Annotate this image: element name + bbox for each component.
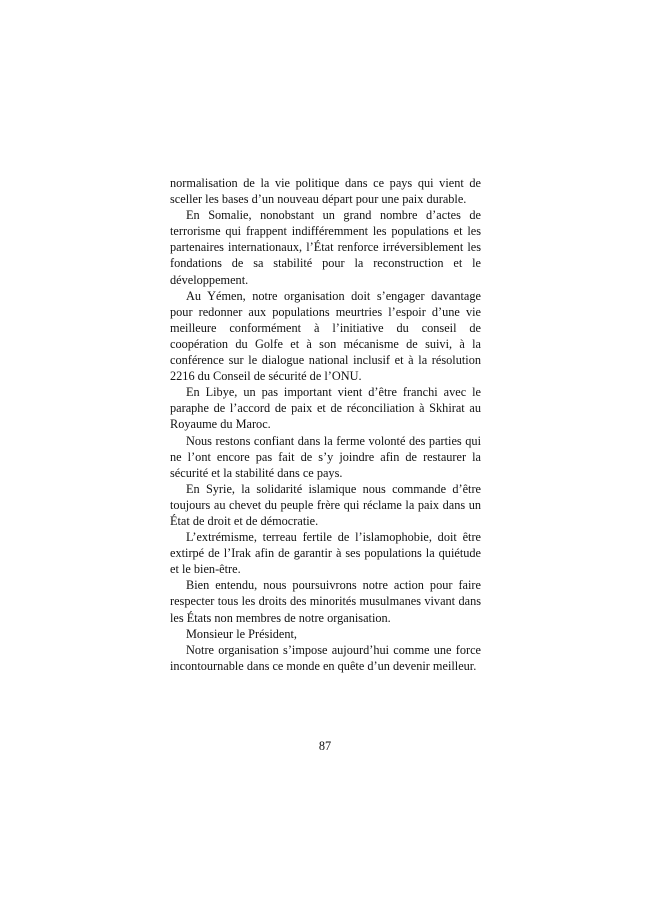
- body-text: [170, 175, 481, 674]
- paragraph-minorities: Bien entendu, nous poursuivrons notre action pour faire respecter tous les droits des minorités musulmanes vivant dans les États non membres de notre organisation.: [170, 578, 481, 625]
- paragraph-yemen: Au Yémen, notre organisation doit s’engager davantage pour redonner aux populations meurtries l’espoir d’une vie meilleure conformément à l’initiative du conseil de coopération du Golfe et à son mécanisme de suivi, à la conférence sur le dialogue national inclusif et à la résolution 2216 du Conseil de sécurité de l’ONU.: [170, 288, 481, 384]
- paragraph-somalia: En Somalie, nonobstant un grand nombre d’actes de terrorisme qui frappent indifféremment les populations et les partenaires internationaux, l’État renforce irréversiblement les fondations de sa stabilité pour la reconstruction et le développement.: [170, 208, 481, 287]
- paragraph-continuation: normalisation de la vie politique dans ce pays qui vient de sceller les bases d’un nouveau départ pour une paix durable.: [170, 176, 481, 207]
- paragraph-extremism: L’extrémisme, terreau fertile de l’islamophobie, doit être extirpé de l’Irak afin de garantir à ses populations la quiétude et le bien-être.: [170, 530, 481, 577]
- paragraph-salutation: Monsieur le Président,: [186, 626, 297, 641]
- paragraph-conclusion: Notre organisation s’impose aujourd’hui comme une force incontournable dans ce monde en quête d’un devenir meilleur.: [170, 642, 481, 673]
- paragraph-confidence: Nous restons confiant dans la ferme volonté des parties qui ne l’ont encore pas fait de s’y joindre afin de restaurer la sécurité et la stabilité dans ce pays.: [170, 433, 481, 480]
- page-number: 87: [318, 739, 332, 753]
- paragraph-libya: En Libye, un pas important vient d’être franchi avec le paraphe de l’accord de paix et de réconciliation à Skhirat au Royaume du Maroc.: [170, 385, 481, 432]
- paragraph-syria: En Syrie, la solidarité islamique nous commande d’être toujours au chevet du peuple frère qui réclame la paix dans un État de droit et de démocratie.: [170, 481, 481, 528]
